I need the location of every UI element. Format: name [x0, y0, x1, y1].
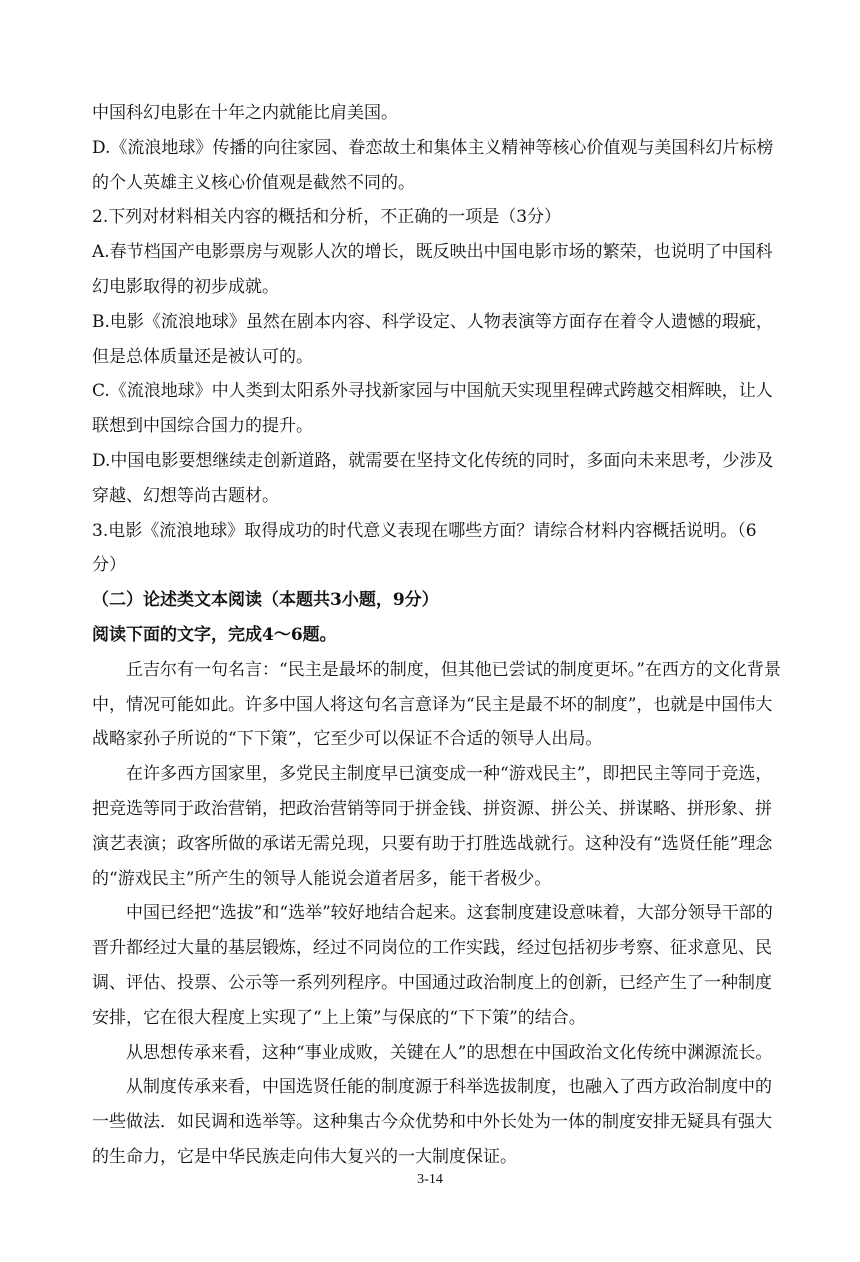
option-c-q2: C.《流浪地球》中人类到太阳系外寻找新家园与中国航天实现里程碑式跨越交相辉映，让人联想到中国综合国力的提升。 [92, 381, 773, 437]
text-line-continuation: 中国科幻电影在十年之内就能比肩美国。 [92, 103, 398, 123]
paragraph-5: 从制度传承来看，中国选贤任能的制度源于科举选拔制度，也融入了西方政治制度中的一些做法．如民调和选举等。这种集古今众优势和中外长处为一体的制度安排无疑具有强大的生命力，它是中华民族走向伟大复兴的一大制度保证。 [92, 1077, 772, 1167]
paragraph-1: 丘吉尔有一句名言：“民主是最坏的制度，但其他已尝试的制度更坏。”在西方的文化背景中，情况可能如此。许多中国人将这句名言意译为“民主是最不坏的制度”，也就是中国伟大战略家孙子所说的“下下策”，它至少可以保证不合适的领导人出局。 [92, 659, 781, 750]
reading-instruction: 阅读下面的文字，完成4～6题。 [92, 624, 337, 645]
option-b-q2: B.电影《流浪地球》虽然在剧本内容、科学设定、人物表演等方面存在着令人遗憾的瑕疵，但是总体质量还是被认可的。 [92, 311, 773, 367]
option-a-q2: A.春节档国产电影票房与观影人次的增长，既反映出中国电影市场的繁荣，也说明了中国科幻电影取得的初步成就。 [92, 242, 773, 297]
paragraph-2: 在许多西方国家里，多党民主制度早已演变成一种“游戏民主”，即把民主等同于竞选，把竞选等同于政治营销，把政治营销等同于拼金钱、拼资源、拼公关、拼谋略、拼形象、拼演艺表演；政客所做的承诺无需兑现，只要有助于打胜选战就行。这种没有“选贤任能”理念的“游戏民主”所产生的领导人能说会道者居多，能干者极少。 [92, 764, 773, 889]
section-heading: （二）论述类文本阅读（本题共3小题，9分） [92, 590, 439, 611]
paragraph-4: 从思想传承来看，这种“事业成败，关键在人”的思想在中国政治文化传统中渊源流长。 [126, 1042, 773, 1063]
document-body [92, 96, 782, 1175]
page-number: 3-14 [417, 1172, 443, 1187]
question-2: 2.下列对材料相关内容的概括和分析，不正确的一项是（3分） [92, 207, 562, 228]
paragraph-3: 中国已经把“选拔”和“选举”较好地结合起来。这套制度建设意味着，大部分领导干部的晋升都经过大量的基层锻炼，经过不同岗位的工作实践，经过包括初步考察、征求意见、民调、评估、投票、公示等一系列列程序。中国通过政治制度上的创新，已经产生了一种制度安排，它在很大程度上实现了“上上策”与保底的“下下策”的结合。 [92, 903, 773, 1028]
option-d-q2: D.中国电影要想继续走创新道路，就需要在坚持文化传统的同时，多面向未来思考，少涉及穿越、幻想等尚古题材。 [92, 450, 774, 506]
option-d-q1: D.《流浪地球》传播的向往家园、眷恋故土和集体主义精神等核心价值观与美国科幻片标榜的个人英雄主义核心价值观是截然不同的。 [92, 137, 774, 193]
question-3: 3.电影《流浪地球》取得成功的时代意义表现在哪些方面？请综合材料内容概括说明。（6分） [92, 520, 757, 576]
